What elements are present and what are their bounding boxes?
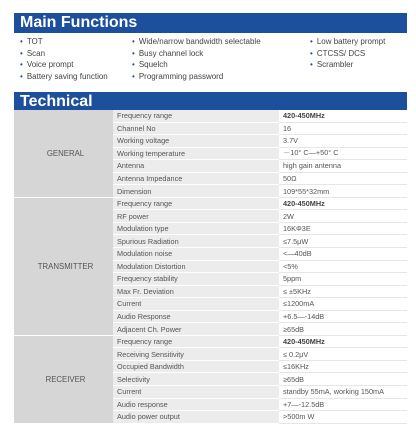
spec-value: ≥65dB bbox=[279, 373, 407, 386]
spec-param: Occupied Bandwidth bbox=[113, 360, 279, 373]
spec-param: Audio response bbox=[113, 398, 279, 411]
spec-param: Frequency stability bbox=[113, 273, 279, 286]
spec-param: Antenna Impedance bbox=[113, 172, 279, 185]
spec-param: Antenna bbox=[113, 160, 279, 173]
spec-param: Receiving Sensitivity bbox=[113, 348, 279, 361]
feature-item: • Programming password bbox=[132, 71, 310, 83]
spec-param: Channel No bbox=[113, 122, 279, 135]
feature-item: • Wide/narrow bandwidth selectable bbox=[132, 36, 310, 48]
spec-value: ≤16KHz bbox=[279, 360, 407, 373]
main-functions-header: Main Functions bbox=[14, 13, 407, 33]
spec-param: Frequency range bbox=[113, 197, 279, 210]
feature-item: • Scrambler bbox=[310, 59, 410, 71]
spec-value: ≤1200mA bbox=[279, 298, 407, 311]
spec-param: Working voltage bbox=[113, 135, 279, 148]
spec-value: 2W bbox=[279, 210, 407, 223]
spec-param: Modulation Distortion bbox=[113, 260, 279, 273]
spec-param: Selectivity bbox=[113, 373, 279, 386]
spec-value: 50Ω bbox=[279, 172, 407, 185]
spec-value: <—40dB bbox=[279, 248, 407, 261]
spec-row bbox=[14, 110, 407, 122]
feature-list bbox=[20, 36, 410, 82]
spec-row bbox=[14, 197, 407, 210]
spec-param: Modulation noise bbox=[113, 248, 279, 261]
feature-item: • TOT bbox=[20, 36, 132, 48]
spec-value: 16KΦ3E bbox=[279, 222, 407, 235]
spec-value: ≤7.5μW bbox=[279, 235, 407, 248]
spec-value: 420-450MHz bbox=[279, 335, 407, 348]
spec-group-transmitter: TRANSMITTER bbox=[14, 197, 113, 335]
feature-item: • CTCSS/ DCS bbox=[310, 48, 410, 60]
spec-value: 5ppm bbox=[279, 273, 407, 286]
feature-item: • Battery saving function bbox=[20, 71, 132, 83]
spec-value: <5% bbox=[279, 260, 407, 273]
technical-header: Technical bbox=[14, 92, 407, 112]
spec-value: －10° C—+50° C bbox=[279, 147, 407, 160]
spec-param: Adjacent Ch. Power bbox=[113, 323, 279, 336]
feature-item: • Busy channel lock bbox=[132, 48, 310, 60]
spec-value: standby 55mA, working 150mA bbox=[279, 386, 407, 399]
spec-param: Audio power output bbox=[113, 411, 279, 424]
spec-row bbox=[14, 335, 407, 348]
spec-value: high gain antenna bbox=[279, 160, 407, 173]
spec-value: 16 bbox=[279, 122, 407, 135]
spec-value: >500m W bbox=[279, 411, 407, 424]
spec-param: Spurious Radiation bbox=[113, 235, 279, 248]
spec-param: Frequency range bbox=[113, 335, 279, 348]
spec-value: +6.5—-14dB bbox=[279, 310, 407, 323]
feature-item: • Scan bbox=[20, 48, 132, 60]
spec-value: ≤ ±5KHz bbox=[279, 285, 407, 298]
spec-group-receiver: RECEIVER bbox=[14, 335, 113, 423]
spec-param: RF power bbox=[113, 210, 279, 223]
spec-value: 420-450MHz bbox=[279, 110, 407, 122]
feature-item: • Squelch bbox=[132, 59, 310, 71]
spec-value: ≤ 0.2μV bbox=[279, 348, 407, 361]
spec-value: ≥65dB bbox=[279, 323, 407, 336]
spec-value: 109*55*32mm bbox=[279, 185, 407, 198]
spec-value: +7—-12.5dB bbox=[279, 398, 407, 411]
spec-param: Current bbox=[113, 386, 279, 399]
feature-item: • Voice prompt bbox=[20, 59, 132, 71]
spec-value: 420-450MHz bbox=[279, 197, 407, 210]
spec-table-body bbox=[14, 110, 407, 423]
spec-param: Dimension bbox=[113, 185, 279, 198]
spec-value: 3.7V bbox=[279, 135, 407, 148]
spec-table bbox=[14, 110, 407, 424]
spec-group-general: GENERAL bbox=[14, 110, 113, 197]
feature-item: • Low battery prompt bbox=[310, 36, 410, 48]
spec-param: Audio Response bbox=[113, 310, 279, 323]
spec-param: Max Fr. Deviation bbox=[113, 285, 279, 298]
spec-param: Frequency range bbox=[113, 110, 279, 122]
spec-param: Working temperature bbox=[113, 147, 279, 160]
spec-param: Modulation type bbox=[113, 222, 279, 235]
spec-param: Current bbox=[113, 298, 279, 311]
